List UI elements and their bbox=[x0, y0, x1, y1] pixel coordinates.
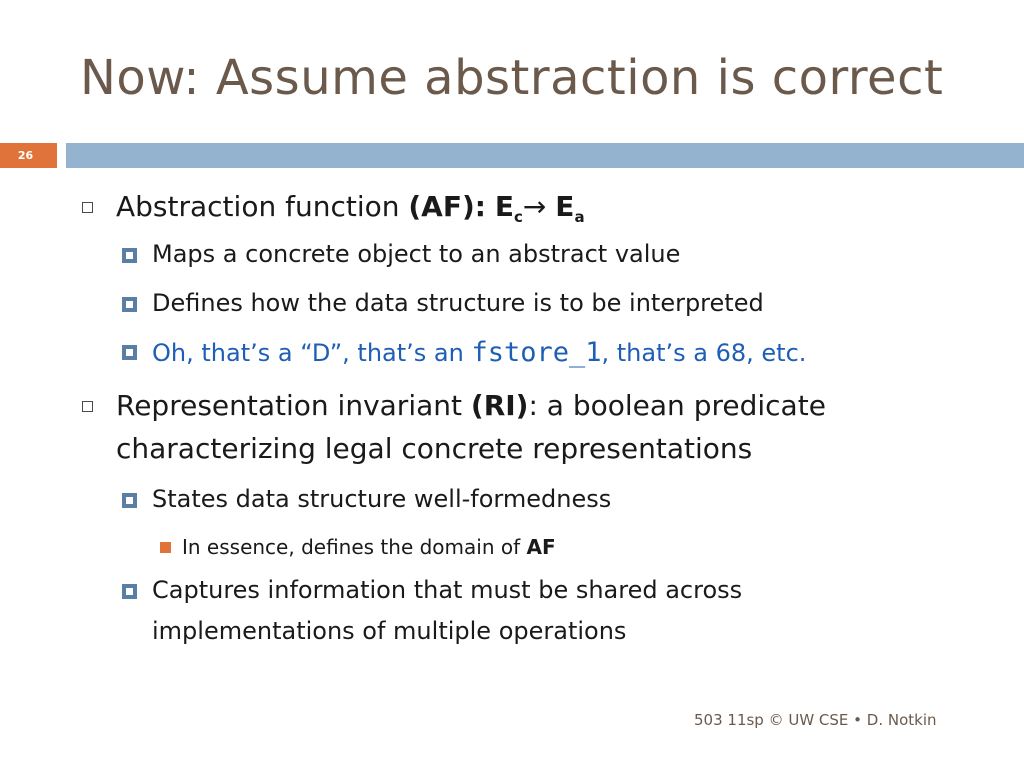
bullet-text: Captures information that must be shared across bbox=[152, 576, 743, 604]
e-a-sub: a bbox=[574, 208, 585, 226]
square-bullet-icon bbox=[122, 584, 137, 599]
slide-number: 26 bbox=[0, 143, 57, 168]
bullet-text bbox=[152, 337, 806, 368]
hollow-square-bullet-icon bbox=[82, 401, 93, 412]
essence-bold: AF bbox=[526, 535, 556, 559]
example-prefix: Oh, that’s a “D”, that’s an bbox=[152, 339, 472, 367]
arrow-symbol: → bbox=[522, 190, 556, 223]
bullet-text: implementations of multiple operations bbox=[152, 617, 627, 645]
af-abbr: (AF): bbox=[408, 190, 486, 223]
hollow-square-bullet-icon bbox=[82, 202, 93, 213]
bullet-text: Maps a concrete object to an abstract value bbox=[152, 240, 681, 268]
af-prefix-text: Abstraction function bbox=[116, 190, 409, 223]
essence-prefix: In essence, defines the domain of bbox=[182, 535, 527, 559]
square-bullet-icon bbox=[122, 493, 137, 508]
example-suffix: , that’s a 68, etc. bbox=[601, 339, 807, 367]
ri-prefix-text: Representation invariant bbox=[116, 389, 471, 422]
bullet-text: characterizing legal concrete representations bbox=[116, 432, 753, 465]
square-bullet-icon bbox=[122, 297, 137, 312]
bullet-text: Defines how the data structure is to be interpreted bbox=[152, 289, 764, 317]
example-code: fstore_1 bbox=[471, 337, 602, 368]
slide-title: Now: Assume abstraction is correct bbox=[80, 50, 944, 106]
bullet-text bbox=[182, 535, 556, 559]
ri-suffix-text: : a boolean predicate bbox=[528, 389, 826, 422]
solid-square-bullet-icon bbox=[160, 542, 171, 553]
square-bullet-icon bbox=[122, 248, 137, 263]
slide-footer: 503 11sp © UW CSE • D. Notkin bbox=[694, 711, 937, 729]
square-bullet-icon bbox=[122, 345, 137, 360]
e-c-sub: c bbox=[514, 208, 523, 226]
e-c-base: E bbox=[494, 190, 515, 223]
bullet-text: States data structure well-formedness bbox=[152, 485, 612, 513]
ri-abbr: (RI) bbox=[470, 389, 529, 422]
bullet-text bbox=[116, 190, 585, 226]
bullet-text bbox=[116, 389, 826, 422]
e-a-base: E bbox=[555, 190, 575, 223]
